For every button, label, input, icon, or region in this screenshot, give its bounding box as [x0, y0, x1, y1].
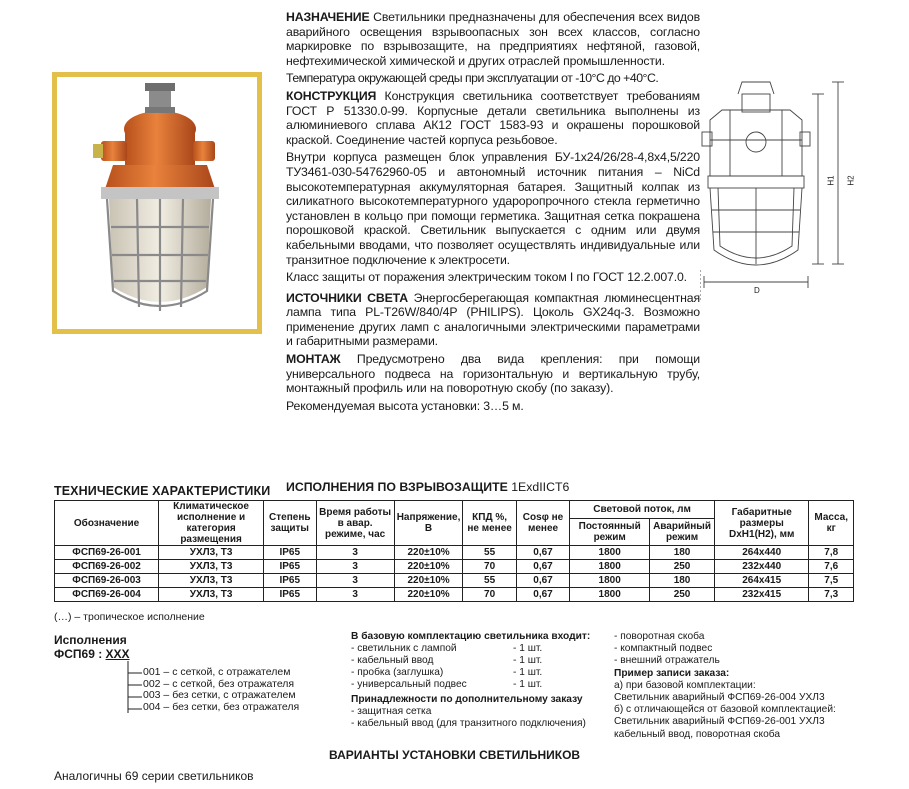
purpose-text: Светильники предназначены для обеспечения всех видов аварийного освещения взрывоопасных зон всех классов, согласно маркировке по взрывозащите, на предприятиях нефтяной, газовой, нефтехимической химической и других отраслей промышленности.	[286, 10, 700, 68]
list-item	[351, 643, 590, 655]
explosion-protection	[286, 480, 569, 494]
cell-cos: 0,67	[516, 546, 569, 560]
base-set	[351, 631, 590, 730]
temperature-text: Температура окружающей среды при эксплуатации от -10°С до +40°С.	[286, 71, 659, 86]
sources-heading: ИСТОЧНИКИ СВЕТА	[286, 290, 408, 305]
th-dims: Габаритные размеры DxH1(H2), мм	[714, 501, 808, 546]
cell-cos: 0,67	[516, 560, 569, 574]
th-flux-emerg: Аварийный режим	[650, 518, 715, 545]
base-set-title: В базовую комплектацию светильника входит:	[351, 631, 591, 642]
list-item: 001 – с сеткой, с отражателем	[143, 666, 291, 678]
footer-text: Аналогичны 69 серии светильников	[54, 769, 254, 783]
cell-designation: ФСП69-26-004	[55, 588, 159, 602]
protection-class-text: Класс защиты от поражения электрическим током I по ГОСТ 12.2.007.0.	[286, 270, 687, 285]
cell-climate: УХЛ3, Т3	[159, 574, 264, 588]
example-a: а) при базовой комплектации:	[614, 679, 756, 691]
versions-code	[54, 647, 130, 661]
cell-dims: 232х440	[714, 560, 808, 574]
item-qty: - 1 шт.	[513, 667, 543, 678]
dim-h2-label: H2	[846, 175, 856, 186]
versions-title: Исполнения	[54, 633, 127, 647]
description-block	[286, 10, 700, 416]
cell-time: 3	[316, 546, 394, 560]
example-a-text: Светильник аварийный ФСП69-26-004 УХЛ3	[614, 692, 825, 704]
cell-ip: IP65	[264, 588, 316, 602]
example-title: Пример записи заказа:	[614, 667, 730, 679]
specs-table	[54, 500, 854, 602]
cell-flux-emerg: 250	[650, 588, 715, 602]
cell-mass: 7,5	[809, 574, 854, 588]
th-voltage: Напряжение, В	[394, 501, 463, 546]
example-b-text1: Светильник аварийный ФСП69-26-001 УХЛ3	[614, 716, 825, 728]
dim-d-label: D	[754, 286, 760, 295]
cell-designation: ФСП69-26-002	[55, 560, 159, 574]
tropic-note: (…) – тропическое исполнение	[54, 611, 205, 623]
purpose-heading: НАЗНАЧЕНИЕ	[286, 10, 370, 24]
cell-flux-const: 1800	[570, 588, 650, 602]
list-item: - кабельный ввод (для транзитного подключения)	[351, 718, 586, 729]
cell-climate: УХЛ3, Т3	[159, 560, 264, 574]
th-ip: Степень защиты	[264, 501, 316, 546]
lamp-photo	[57, 77, 257, 329]
item-qty: - 1 шт.	[513, 679, 543, 690]
table-row	[55, 560, 854, 574]
th-mass: Масса, кг	[809, 501, 854, 546]
product-photo-frame	[52, 72, 262, 334]
cell-dims: 232х415	[714, 588, 808, 602]
inside-text: Внутри корпуса размещен блок управления БУ-1х24/26/28-4,8х4,5/220 ТУ3461-030-54762960-05 и автономный источник питания – NiCd высокотемпературная аккумуляторная батарея. Защитный колпак из силикатного высокотемпературного удароропрочного стекла герметично установлен в кольцо при помощи герметика. Защитная сетка покрашена порошковой краской. Светильник выпускается с одним или двумя кабельными вводами, что позволяет осуществлять индивидуальные или транзитное подключение к электросети.	[286, 150, 700, 267]
list-item: - защитная сетка	[351, 706, 432, 717]
th-climate: Климатическое исполнение и категория размещения	[159, 501, 264, 546]
item-name: - универсальный подвес	[351, 679, 467, 690]
cell-flux-const: 1800	[570, 574, 650, 588]
construction-text: Конструкция светильника соответствует требованиям ГОСТ Р 51330.0-99. Корпусные детали светильника выполнены из алюминиевого сплава АК12 ГОСТ 1583-93 и окрашены порошковой краской. Соединение частей корпуса резьбовое.	[286, 88, 700, 147]
cell-voltage: 220±10%	[394, 588, 463, 602]
cell-time: 3	[316, 588, 394, 602]
cell-mass: 7,3	[809, 588, 854, 602]
versions-code-prefix: ФСП69 :	[54, 647, 106, 661]
list-item: 003 – без сетки, с отражателем	[143, 689, 296, 701]
item-qty: - 1 шт.	[513, 643, 543, 654]
cell-ip: IP65	[264, 574, 316, 588]
explosion-heading: ИСПОЛНЕНИЯ ПО ВЗРЫВОЗАЩИТЕ	[286, 480, 508, 494]
construction-heading: КОНСТРУКЦИЯ	[286, 88, 377, 103]
list-item: - компактный подвес	[614, 643, 713, 655]
th-cos: Cosφ не менее	[516, 501, 569, 546]
list-item: 004 – без сетки, без отражателя	[143, 700, 300, 713]
table-row	[55, 574, 854, 588]
cell-climate: УХЛ3, Т3	[159, 588, 264, 602]
list-item: - поворотная скоба	[614, 631, 705, 642]
list-item	[351, 679, 590, 691]
cell-flux-emerg: 250	[650, 560, 715, 574]
cell-cos: 0,67	[516, 574, 569, 588]
options-block	[614, 631, 836, 741]
th-efficiency: КПД %, не менее	[463, 501, 516, 546]
cell-climate: УХЛ3, Т3	[159, 546, 264, 560]
cell-dims: 264х415	[714, 574, 808, 588]
cell-efficiency: 55	[463, 574, 516, 588]
versions-bracket	[124, 661, 144, 721]
cell-flux-const: 1800	[570, 546, 650, 560]
explosion-value: 1ExdIICT6	[507, 480, 570, 494]
cell-efficiency: 70	[463, 588, 516, 602]
cell-voltage: 220±10%	[394, 546, 463, 560]
th-designation: Обозначение	[55, 501, 159, 546]
cell-mass: 7,8	[809, 546, 854, 560]
cell-flux-emerg: 180	[650, 574, 715, 588]
table-row	[55, 546, 854, 560]
th-flux-const: Постоянный режим	[570, 518, 650, 545]
technical-drawing	[700, 80, 870, 320]
sources-text: Энергосберегающая компактная люминесцентная лампа типа PL-T26W/840/4P (PHILIPS). Цоколь GX24q-3. Возможно применение других ламп с аналогичными электрическими параметрами и габаритными размерами.	[286, 290, 700, 349]
cell-time: 3	[316, 574, 394, 588]
versions-list	[143, 667, 299, 713]
specs-title: ТЕХНИЧЕСКИЕ ХАРАКТЕРИСТИКИ	[54, 484, 271, 498]
cell-voltage: 220±10%	[394, 574, 463, 588]
versions-code-var: ХХХ	[105, 647, 130, 661]
dim-h1-label: H1	[826, 175, 836, 186]
item-name: - кабельный ввод	[351, 655, 434, 666]
cell-designation: ФСП69-26-003	[55, 574, 159, 588]
example-b-text2: кабельный ввод, поворотная скоба	[614, 728, 781, 740]
height-text: Рекомендуемая высота установки: 3…5 м.	[286, 398, 524, 413]
list-item	[351, 655, 590, 667]
table-row	[55, 588, 854, 602]
cell-time: 3	[316, 560, 394, 574]
mount-text: Предусмотрено два вида крепления: при помощи универсального подвеса на горизонтальную и вертикальную трубу, монтажный профиль или на поворотную скобу (по заказу).	[286, 352, 700, 396]
cell-mass: 7,6	[809, 560, 854, 574]
list-item: - внешний отражатель	[614, 655, 720, 667]
th-flux: Световой поток, лм	[570, 501, 715, 519]
extra-title: Принадлежности по дополнительному заказу	[351, 694, 583, 705]
list-item	[351, 667, 590, 679]
th-time: Время работы в авар. режиме, час	[316, 501, 394, 546]
cell-efficiency: 55	[463, 546, 516, 560]
cell-ip: IP65	[264, 546, 316, 560]
cell-cos: 0,67	[516, 588, 569, 602]
example-b: б) с отличающейся от базовой комплектацией:	[614, 704, 836, 716]
item-name: - пробка (заглушка)	[351, 667, 444, 678]
mount-heading: МОНТАЖ	[286, 352, 341, 367]
list-item: 002 – с сеткой, без отражателя	[143, 677, 295, 690]
cell-flux-emerg: 180	[650, 546, 715, 560]
cell-efficiency: 70	[463, 560, 516, 574]
cell-flux-const: 1800	[570, 560, 650, 574]
cell-designation: ФСП69-26-001	[55, 546, 159, 560]
variants-title: ВАРИАНТЫ УСТАНОВКИ СВЕТИЛЬНИКОВ	[329, 748, 581, 762]
cell-ip: IP65	[264, 560, 316, 574]
item-name: - светильник с лампой	[351, 643, 457, 654]
cell-dims: 264х440	[714, 546, 808, 560]
cell-voltage: 220±10%	[394, 560, 463, 574]
item-qty: - 1 шт.	[513, 655, 543, 666]
